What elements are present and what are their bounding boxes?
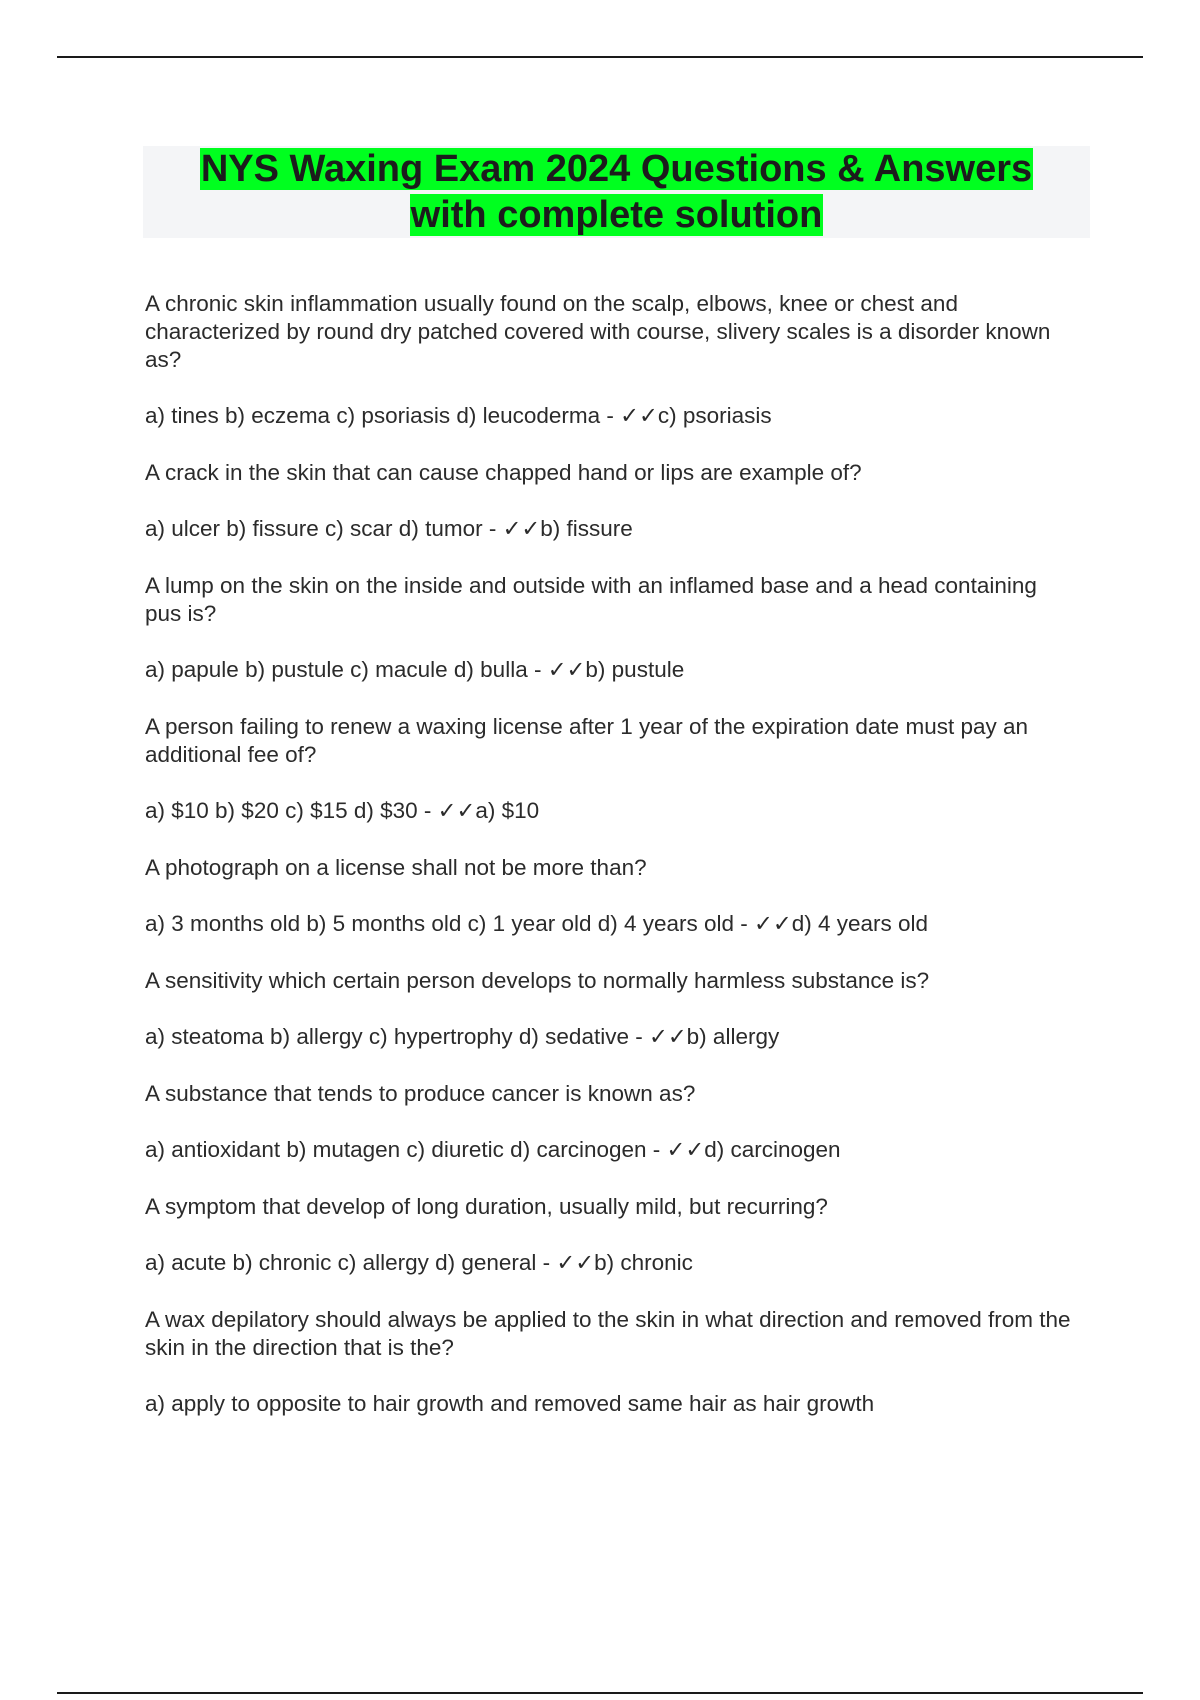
question-text: A person failing to renew a waxing license after 1 year of the expiration date must pay an additional fee of? <box>145 714 1029 767</box>
answer-text: a) papule b) pustule c) macule d) bulla - ✓✓b) pustule <box>145 657 685 682</box>
bottom-rule <box>57 1692 1143 1694</box>
question-text: A wax depilatory should always be applied to the skin in what direction and removed from the skin in the direction that is the? <box>145 1307 1071 1360</box>
question-text: A sensitivity which certain person develops to normally harmless substance is? <box>145 968 930 993</box>
title-highlight-1: NYS Waxing Exam 2024 Questions & Answers <box>200 148 1033 190</box>
title-block <box>143 146 1090 238</box>
qa-list <box>145 290 1075 1447</box>
question-text: A substance that tends to produce cancer is known as? <box>145 1081 696 1106</box>
answer-text: a) $10 b) $20 c) $15 d) $30 - ✓✓a) $10 <box>145 798 540 823</box>
answer-text: a) steatoma b) allergy c) hypertrophy d) sedative - ✓✓b) allergy <box>145 1024 780 1049</box>
question-text: A lump on the skin on the inside and outside with an inflamed base and a head containing pus is? <box>145 573 1037 626</box>
answer-text: a) tines b) eczema c) psoriasis d) leucoderma - ✓✓c) psoriasis <box>145 403 772 428</box>
question-text: A photograph on a license shall not be more than? <box>145 855 647 880</box>
top-rule <box>57 56 1143 58</box>
answer-text: a) apply to opposite to hair growth and removed same hair as hair growth <box>145 1391 875 1416</box>
question-text: A crack in the skin that can cause chapped hand or lips are example of? <box>145 460 862 485</box>
answer-text: a) antioxidant b) mutagen c) diuretic d) carcinogen - ✓✓d) carcinogen <box>145 1137 841 1162</box>
answer-text: a) 3 months old b) 5 months old c) 1 year old d) 4 years old - ✓✓d) 4 years old <box>145 911 929 936</box>
answer-text: a) acute b) chronic c) allergy d) general - ✓✓b) chronic <box>145 1250 693 1275</box>
question-text: A symptom that develop of long duration, usually mild, but recurring? <box>145 1194 828 1219</box>
title-line-2 <box>143 192 1090 238</box>
title-highlight-2: with complete solution <box>410 194 823 236</box>
title-line-1 <box>143 146 1090 192</box>
question-text: A chronic skin inflammation usually found on the scalp, elbows, knee or chest and characterized by round dry patched covered with course, slivery scales is a disorder known as? <box>145 291 1051 372</box>
answer-text: a) ulcer b) fissure c) scar d) tumor - ✓✓b) fissure <box>145 516 633 541</box>
